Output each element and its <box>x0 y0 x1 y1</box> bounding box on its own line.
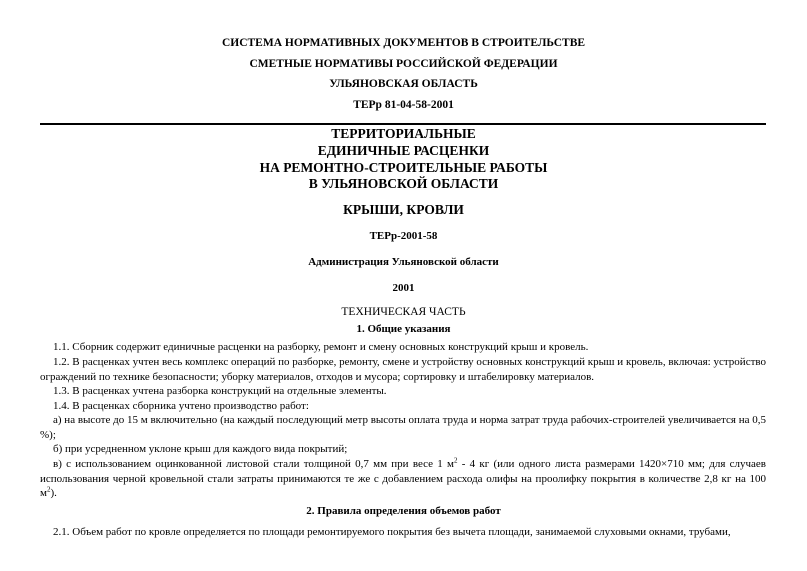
section-title: ТЕХНИЧЕСКАЯ ЧАСТЬ <box>341 306 466 318</box>
collection-code: ТЕРр-2001-58 <box>369 230 438 242</box>
paragraph-1-1: 1.1. Сборник содержит единичные расценки на разборку, ремонт и смену основных конструкций крыш и кровель. <box>53 341 589 353</box>
main-title-line-2: ЕДИНИЧНЫЕ РАСЦЕНКИ <box>317 143 490 158</box>
administration: Администрация Ульяновской области <box>308 256 499 268</box>
main-title-line-3: НА РЕМОНТНО-СТРОИТЕЛЬНЫЕ РАБОТЫ <box>259 160 548 175</box>
main-title-line-4: В УЛЬЯНОВСКОЙ ОБЛАСТИ <box>308 176 499 191</box>
item-c-text-3: ). <box>50 487 57 499</box>
paragraph-1-3: 1.3. В расценках учтена разборка конструкций на отдельные элементы. <box>53 385 387 397</box>
paragraph-item-a: а) на высоте до 15 м включительно (на каждый последующий метр высоты оплата труда и норма затрат труда рабочих-строителей увеличивается на 0,5 %); <box>40 414 766 441</box>
item-c-superscript-2: 2 <box>46 485 51 494</box>
paragraph-item-b: б) при усредненном уклоне крыш для каждого вида покрытий; <box>53 443 348 455</box>
paragraph-1-4: 1.4. В расценках сборника учтено производство работ: <box>53 400 309 412</box>
item-c-text-1: в) с использованием оцинкованной листовой стали толщиной 0,7 мм при весе 1 м <box>53 458 454 470</box>
year: 2001 <box>392 282 415 294</box>
norms-title: СМЕТНЫЕ НОРМАТИВЫ РОССИЙСКОЙ ФЕДЕРАЦИИ <box>249 58 558 70</box>
region-title: УЛЬЯНОВСКАЯ ОБЛАСТЬ <box>329 78 478 90</box>
paragraph-item-c <box>40 457 766 501</box>
section-2-heading: 2. Правила определения объемов работ <box>306 505 501 517</box>
paragraph-1-2: 1.2. В расценках учтен весь комплекс операций по разборке, ремонту, смене и устройству основных конструкций крыш и кровель, включая: устройство ограждений по технике безопасности; уборку материалов, отходов и мусора; сортировку и штабелировку материалов. <box>40 356 766 383</box>
item-c-text-2: - 4 кг (или одного листа размерами 1420×710 мм; для случаев использования черной кровельной стали затраты принимаются те же с добавлением расхода олифы на проолифку покрытия в количестве 2,8 кг на 100 м <box>40 458 766 499</box>
section-1-heading: 1. Общие указания <box>356 323 451 335</box>
main-title-line-1: ТЕРРИТОРИАЛЬНЫЕ <box>331 126 476 141</box>
document-code: ТЕРр 81-04-58-2001 <box>353 99 454 111</box>
paragraph-2-1: 2.1. Объем работ по кровле определяется по площади ремонтируемого покрытия без вычета площади, занимаемой слуховыми окнами, трубами, <box>53 526 731 538</box>
system-title: СИСТЕМА НОРМАТИВНЫХ ДОКУМЕНТОВ В СТРОИТЕЛЬСТВЕ <box>221 37 586 49</box>
collection-subtitle: КРЫШИ, КРОВЛИ <box>343 202 464 217</box>
item-c-superscript: 2 <box>453 456 458 465</box>
